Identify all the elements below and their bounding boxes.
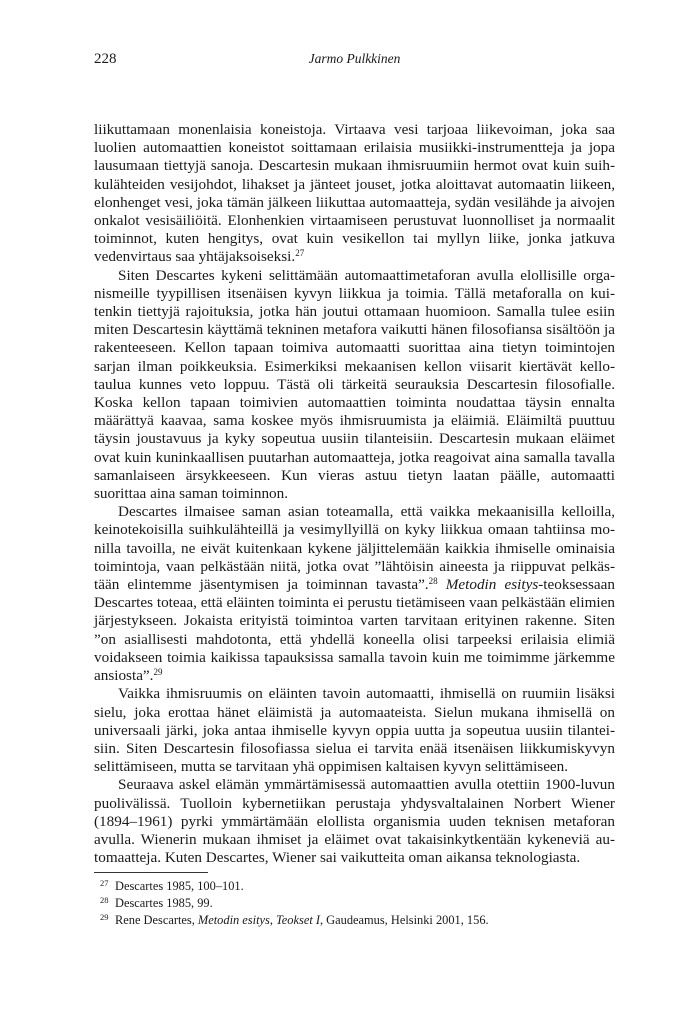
text-run: ,: [269, 913, 277, 927]
text-run: liikuttamaan monenlaisia koneistoja. Virtaava vesi tarjoaa liikevoiman, joka saa luolien automaattien koneistot soittamaan erilaisia musiikki-instrumentteja ja jopa lausumaan tiettyjä sanoja. Descartesin mukaan ihmisruumiin hermot ovat kuin suihkulähteiden vesijohdot, lihakset ja jänteet jouset, jotka aloittavat automaatin liikeen, elonhenget vesi, joka tämän jälkeen liikuttaa automaatteja, sydän vesilähde ja aivojen onkalot vesisäiliöitä. Elonhenkien virtaamiseen perustuvat luonnolliset ja normaalit toiminnot, kuten hengitys, ovat kuin vesikellon tai myllyn liike, jonka jatkuva vedenvirtaus saa yhtäjaksoiseksi.: [94, 121, 615, 266]
text-run: Descartes ilmaisee saman asian toteamalla, että vaikka mekaanisilla kelloilla, keinotekoisilla suihkulähteillä ja vesimyllyillä on kyky liikkua omaan tahtiinsa monilla tavoilla, ne eivät kuitenkaan kykene jäljittelemään kaikkia ihmiselle ominaisia toimintoja, vaan pelkästään niitä, jotka ovat ”lähtöisin aineesta ja riippuvat pelkästään elintemme jäsentymisen ja toiminnan tavasta”.: [94, 503, 615, 594]
footnote: [94, 912, 615, 929]
text-run: Rene Descartes,: [115, 913, 198, 927]
text-run: , Gaudeamus, Helsinki 2001, 156.: [319, 913, 489, 927]
footnote-reference: 28: [428, 576, 438, 587]
paragraph: [94, 121, 615, 267]
text-run: Vaikka ihmisruumis on eläinten tavoin automaatti, ihmisellä on ruumiin lisäksi sielu, joka erottaa hänet eläimistä ja automaateista. Sielun mukana ihmisellä on universaali järki, joka antaa ihmiselle kyvyn oppia uutta ja sopeutua uusiin tilanteisiin. Siten Descartesin filosofiassa sielua ei tarvita enää itsenäisen liikkumiskyvyn selittämiseen, mutta se tarvitaan yhä oppimisen kaltaisen kyvyn selittämiseen.: [94, 685, 615, 776]
text-run: Seuraava askel elämän ymmärtämisessä automaattien avulla otettiin 1900-luvun puolivälissä. Tuolloin kybernetiikan perustaja yhdysvaltalainen Norbert Wiener (1894–1961) pyrki ymmärtämään elollista organismia uuden teknisen metaforan avulla. Wienerin mukaan ihmiset ja eläimet ovat takaisinkytkentään kykeneviä automaatteja. Kuten Descartes, Wiener sai vaikutteita oman aikansa teknologiasta.: [94, 776, 615, 867]
paragraph: [94, 503, 615, 685]
footnote: [94, 895, 615, 912]
footnote-number: 27: [100, 878, 109, 888]
text-run: Descartes 1985, 99.: [115, 896, 213, 910]
running-head: Jarmo Pulkkinen: [308, 51, 401, 66]
italic-text: Metodin esitys: [197, 913, 270, 927]
paragraph: [94, 267, 615, 504]
footnote-reference: 27: [295, 248, 305, 259]
italic-text: Teokset I: [276, 913, 320, 927]
page-header: [94, 50, 615, 70]
footnote: [94, 878, 615, 895]
paragraph: [94, 776, 615, 867]
footnote-number: 28: [100, 895, 109, 905]
footnotes: [94, 878, 615, 929]
text-run: -teoksessaan Descartes toteaa, että eläinten toiminta ei perustu tietämiseen vaan pelkästään elimien järjestykseen. Jokaista erityistä toimintoa varten tarvitaan erityinen rakenne. Siten ”on asiallisesti mahdotonta, että yhdellä koneella olisi tarpeeksi erilaisia elimiä voidakseen toimia kaikissa tapauksissa samalla tavoin kuin me toimimme järkemme ansiosta”.: [94, 576, 616, 685]
footnote-reference: 29: [153, 667, 163, 678]
text-run: Siten Descartes kykeni selittämään automaattimetaforan avulla elollisille organismeille tyypillisen itsenäisen kyvyn liikkua ja toimia. Tällä metaforalla on kuitenkin tiettyjä rajoituksia, jotka hän joutui ottamaan huomioon. Samalla tulee esiin miten Descartesin käyttämä tekninen metafora vaikutti hänen filosofiansa sisältöön ja rakenteeseen. Kellon tapaan toimiva automaatti suorittaa aina tietyn toimintojen sarjan ilman poikkeuksia. Esimerkiksi mekaanisen kellon viisarit kiertävät kellotaulua kunnes veto loppuu. Tästä oli tärkeitä seurauksia Descartesin filosofialle. Koska kellon tapaan toimivien automaattien toiminta noudattaa täysin ennalta määrättyä kaavaa, sama koskee myös ihmisruumista ja eläimiä. Eläimiltä puuttuu täysin joustavuus ja kyky sopeutua uusiin tilanteisiin. Descartesin mukaan eläimet ovat kuin kuninkaallisen puutarhan automaatteja, jotka reagoivat aina samalla tavalla samanlaiseen ärsykkeeseen. Kun vieras astuu tietyn laatan päälle, automaatti suorittaa aina saman toiminnon.: [94, 266, 615, 503]
paragraph: [94, 685, 615, 776]
text-run: Descartes 1985, 100–101.: [115, 879, 244, 893]
page-number: 228: [94, 51, 117, 67]
italic-text: Metodin esitys: [445, 576, 539, 594]
text-run: [438, 576, 446, 593]
body-text: [94, 121, 615, 867]
footnote-number: 29: [100, 912, 109, 922]
footnote-separator: [94, 872, 208, 873]
